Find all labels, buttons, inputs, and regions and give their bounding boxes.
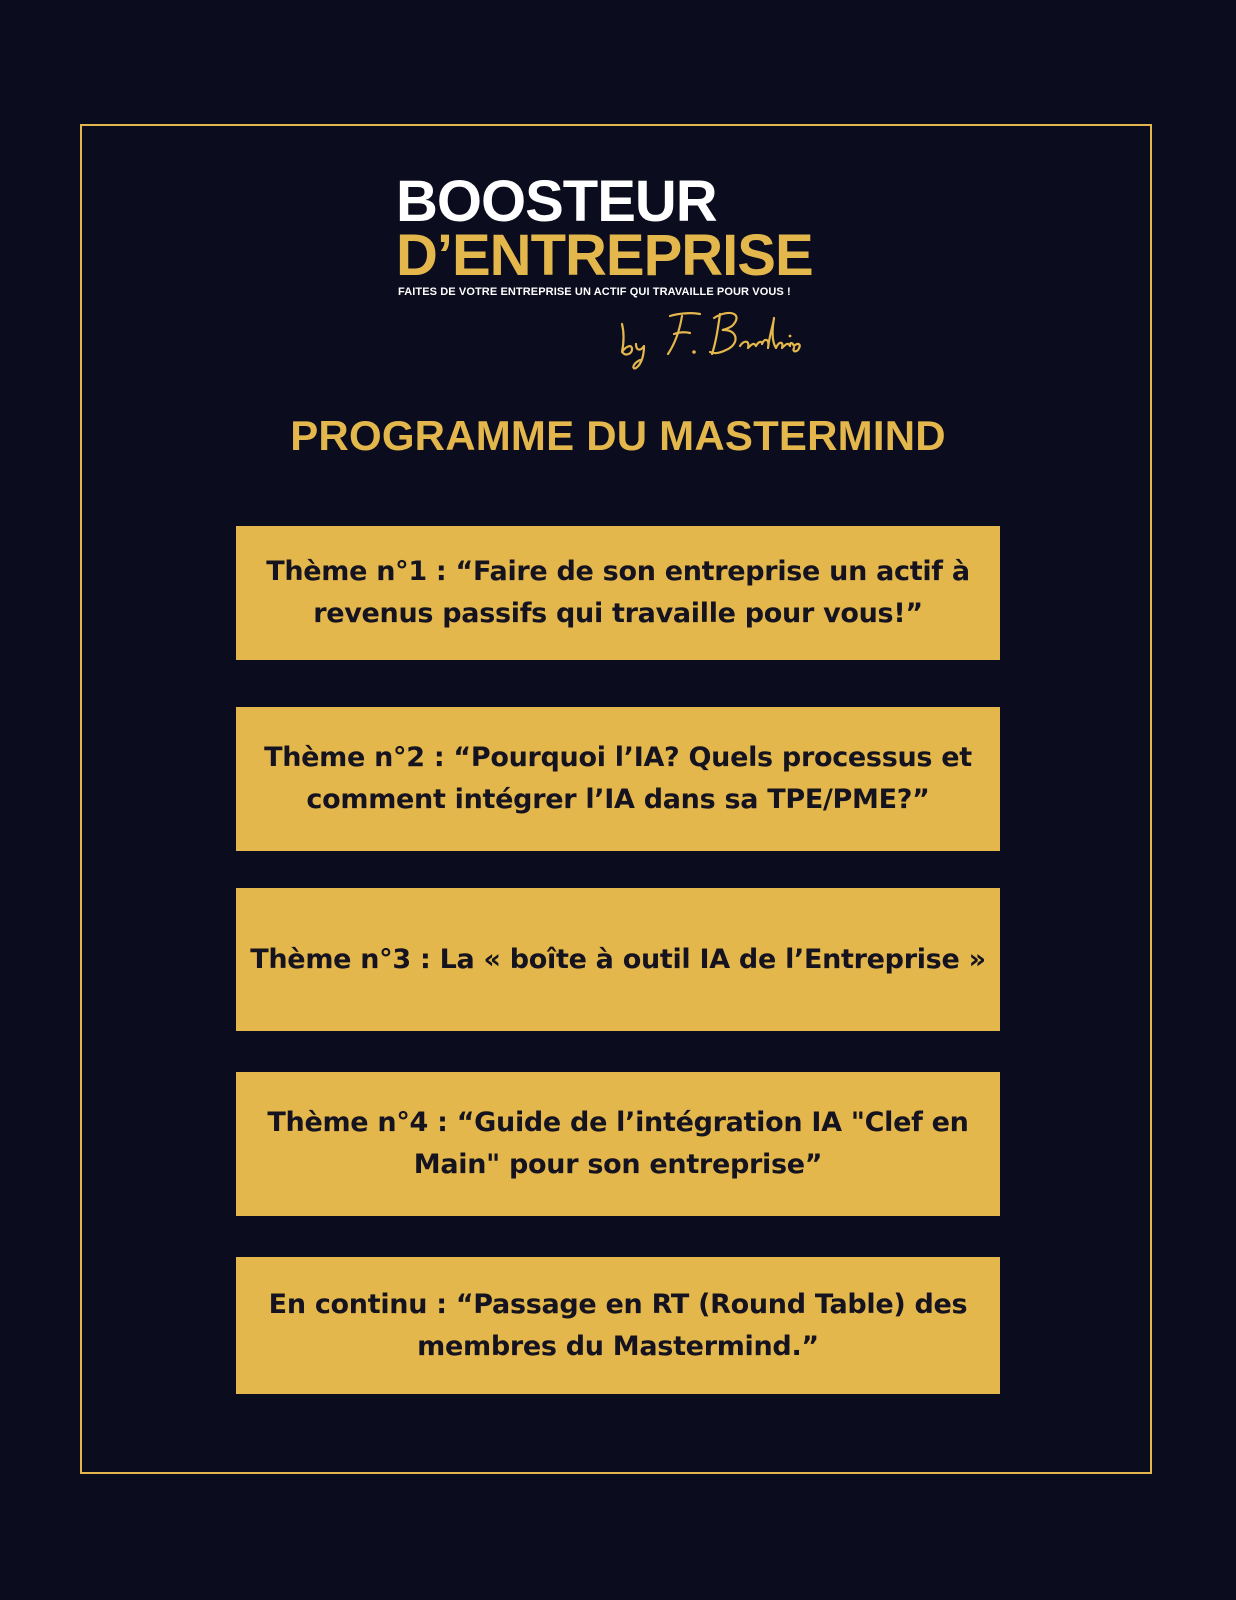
theme-1-box [236,526,1000,660]
theme-2-text: Thème n°2 : “Pourquoi l’IA? Quels processus et comment intégrer l’IA dans sa TPE/PME?” [264,742,972,815]
logo-title-line1: BOOSTEUR [396,169,717,234]
page-title: PROGRAMME DU MASTERMIND [290,412,946,459]
signature-by-f-barclais [612,302,832,372]
boosteur-logo [396,169,856,382]
theme-4-box [236,1072,1000,1216]
theme-3-text: Thème n°3 : La « boîte à outil IA de l’Entreprise » [250,943,986,975]
logo-title-line2: D’ENTREPRISE [396,223,813,288]
theme-2-box [236,707,1000,851]
theme-1-text: Thème n°1 : “Faire de son entreprise un actif à revenus passifs qui travaille pour vous!” [266,556,970,629]
theme-3-box [236,888,1000,1031]
logo-tagline: FAITES DE VOTRE ENTREPRISE UN ACTIF QUI TRAVAILLE POUR VOUS ! [398,286,791,298]
continuous-theme-box [236,1257,1000,1394]
continuous-theme-text: En continu : “Passage en RT (Round Table) des membres du Mastermind.” [268,1288,968,1362]
theme-4-text: Thème n°4 : “Guide de l’intégration IA "Clef en Main" pour son entreprise” [267,1107,969,1180]
